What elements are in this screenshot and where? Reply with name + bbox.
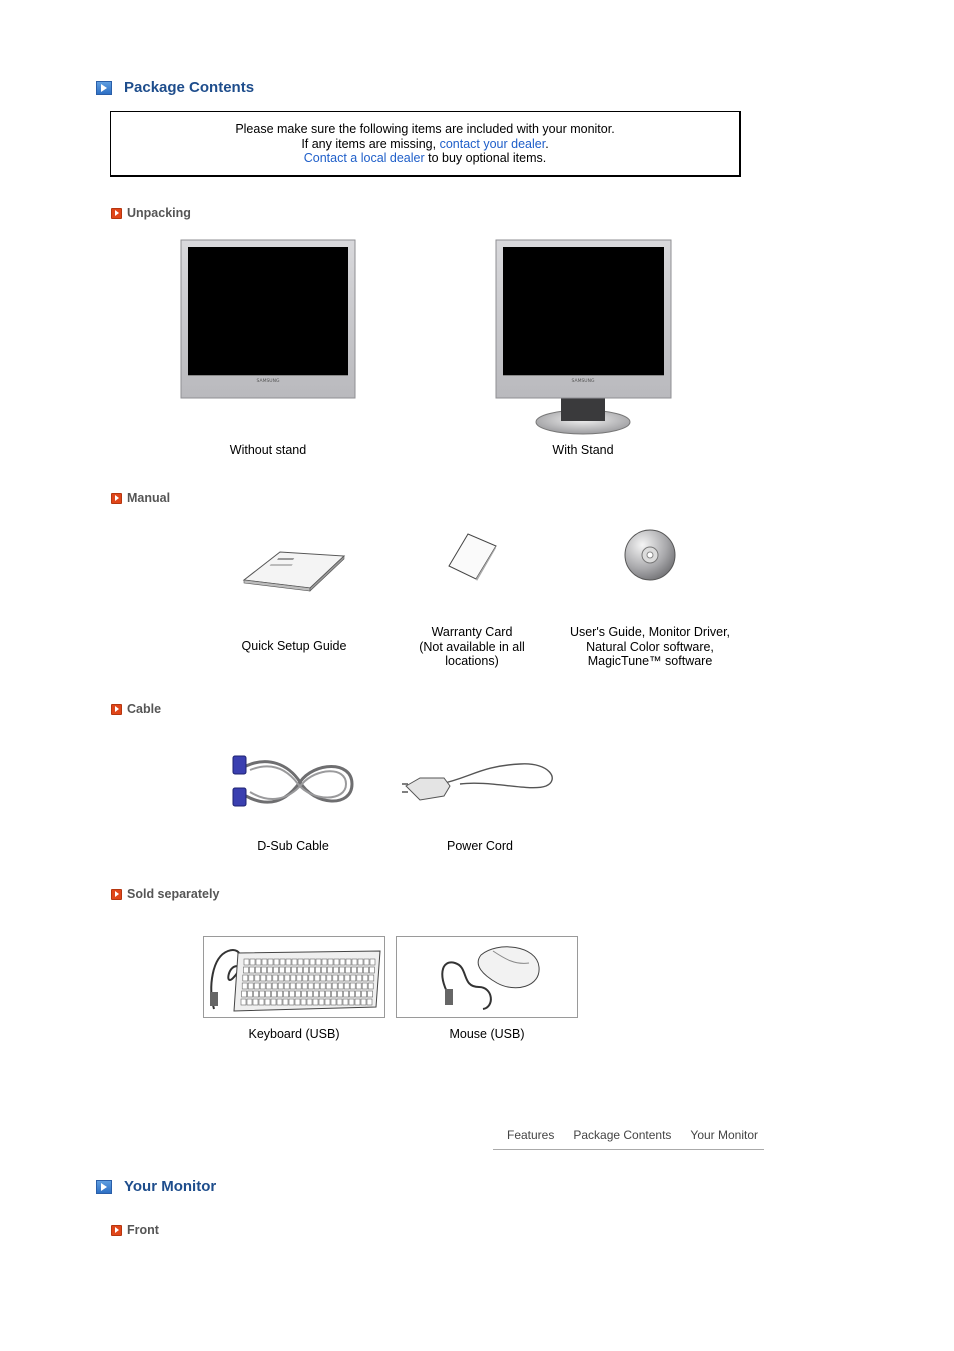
caption-line: User's Guide, Monitor Driver, [569,625,731,639]
keyboard-key [321,967,326,973]
nav-link-package-contents[interactable]: Package Contents [573,1128,672,1142]
keyboard-key [357,967,362,973]
keyboard-key [277,999,282,1005]
arrow-right-icon [96,81,112,95]
keyboard-key [333,975,338,981]
subheading-sold-separately [111,887,219,901]
brand-label: SAMSUNG [571,379,595,384]
keyboard-key [308,991,313,997]
keyboard-key [292,959,297,965]
keyboard-key [315,975,320,981]
keyboard-key [298,959,303,965]
section-title: Package Contents [124,79,255,96]
keyboard-key [344,983,349,989]
keyboard-key [254,983,259,989]
keyboard-key [363,975,368,981]
keyboard-key [242,991,247,997]
quick-setup-guide-image [240,548,348,592]
keyboard-key [242,983,247,989]
keyboard-key [289,999,294,1005]
keyboard-key [309,967,314,973]
caption-cd [556,625,744,669]
keyboard-key [278,983,283,989]
keyboard-key [268,959,273,965]
keyboard-key [315,967,320,973]
monitor-without-stand-image [180,239,356,400]
subheading-label: Unpacking [127,206,191,220]
notice-line-3 [111,151,739,166]
keyboard-key [241,999,246,1005]
keyboard-key [358,959,363,965]
notice-line-1: Please make sure the following items are included with your monitor. [235,122,615,136]
keyboard-key [349,999,354,1005]
keyboard-key [356,991,361,997]
caption-quick-setup-guide: Quick Setup Guide [241,639,347,653]
keyboard-image [204,937,384,1017]
keyboard-key [332,991,337,997]
keyboard-key [255,975,260,981]
keyboard-key [296,991,301,997]
keyboard-key [355,999,360,1005]
section-title: Your Monitor [124,1178,217,1195]
keyboard-key [327,967,332,973]
keyboard-key [259,999,264,1005]
subheading-label: Manual [127,491,171,505]
keyboard-key [265,999,270,1005]
keyboard-key [303,967,308,973]
keyboard-key [280,959,285,965]
keyboard-key [319,999,324,1005]
keyboard-key [369,975,374,981]
keyboard-key [352,959,357,965]
keyboard-key [297,967,302,973]
caption-power-cord: Power Cord [447,839,513,853]
subheading-cable [111,702,161,716]
keyboard-key [340,959,345,965]
keyboard-key [356,983,361,989]
keyboard-key [339,975,344,981]
keyboard-key [272,983,277,989]
caption-mouse: Mouse (USB) [449,1027,525,1041]
keyboard-key [283,999,288,1005]
keyboard-key [284,983,289,989]
keyboard-key [368,983,373,989]
keyboard-key [244,959,249,965]
keyboard-key [333,967,338,973]
keyboard-key [267,967,272,973]
arrow-right-icon [111,889,122,900]
keyboard-key [320,991,325,997]
notice-box [110,111,741,177]
keyboard-key [362,983,367,989]
notice-text: to buy optional items. [424,151,547,165]
keyboard-key [310,959,315,965]
keyboard-key [350,991,355,997]
keyboard-key [248,983,253,989]
keyboard-key [290,991,295,997]
nav-link-features[interactable]: Features [507,1128,555,1142]
caption-line: locations) [445,654,499,668]
keyboard-key [338,991,343,997]
keyboard-key [284,991,289,997]
keyboard-key [267,975,272,981]
keyboard-key [279,967,284,973]
arrow-right-icon [111,493,122,504]
keyboard-key [247,999,252,1005]
keyboard-key [256,959,261,965]
notice-text: If any items are missing, [301,136,440,151]
keyboard-key [290,983,295,989]
keyboard-key [314,991,319,997]
subheading-label: Front [127,1223,159,1237]
power-cord-image [400,760,558,806]
keyboard-key [266,991,271,997]
caption-line: MagicTune™ software [587,654,713,668]
keyboard-key [367,999,372,1005]
notice-line-2 [111,137,739,152]
caption-line: (Not available in all [419,639,525,654]
keyboard-key [364,959,369,965]
keyboard-key [307,999,312,1005]
keyboard-key [271,999,276,1005]
keyboard-key [326,983,331,989]
keyboard-key [279,975,284,981]
arrow-right-icon [111,1225,122,1236]
keyboard-key [321,975,326,981]
brand-label: SAMSUNG [256,379,280,384]
keyboard-key [325,999,330,1005]
keyboard-key [339,967,344,973]
keyboard-key [345,975,350,981]
keyboard-key [249,975,254,981]
notice-text: . [545,136,549,151]
caption-with-stand: With Stand [552,443,614,457]
keyboard-image-frame [203,936,385,1018]
section-heading-your-monitor [96,1178,216,1195]
keyboard-key [337,999,342,1005]
keyboard-key [343,999,348,1005]
keyboard-key [351,967,356,973]
keyboard-key [350,983,355,989]
keyboard-key [297,975,302,981]
keyboard-key [278,991,283,997]
keyboard-key [357,975,362,981]
caption-keyboard: Keyboard (USB) [248,1027,340,1041]
arrow-right-icon [111,704,122,715]
dsub-cable-image [228,752,358,814]
keyboard-key [309,975,314,981]
keyboard-key [260,983,265,989]
subheading-label: Cable [127,702,162,716]
footer-nav [493,1128,764,1150]
keyboard-key [261,967,266,973]
keyboard-key [368,991,373,997]
keyboard-key [253,999,258,1005]
warranty-card-image [446,532,498,582]
keyboard-key [338,983,343,989]
keyboard-key [303,975,308,981]
caption-without-stand: Without stand [229,443,307,457]
keyboard-key [322,959,327,965]
subheading-front [111,1223,159,1237]
keyboard-key [363,967,368,973]
keyboard-key [362,991,367,997]
keyboard-key [328,959,333,965]
keyboard-key [302,991,307,997]
keyboard-key [302,983,307,989]
keyboard-key [327,975,332,981]
arrow-right-icon [111,208,122,219]
keyboard-key [344,991,349,997]
keyboard-key [351,975,356,981]
keyboard-key [370,959,375,965]
keyboard-key [313,999,318,1005]
keyboard-key [291,975,296,981]
arrow-right-icon [96,1180,112,1194]
keyboard-key [361,999,366,1005]
keyboard-key [272,991,277,997]
keyboard-key [296,983,301,989]
keyboard-key [273,967,278,973]
keyboard-key [248,991,253,997]
keyboard-key [261,975,266,981]
caption-dsub-cable: D-Sub Cable [257,839,329,853]
keyboard-key [249,967,254,973]
keyboard-key [262,959,267,965]
keyboard-key [346,959,351,965]
keyboard-key [345,967,350,973]
contact-dealer-link[interactable]: contact your dealer [439,136,546,151]
keyboard-key [308,983,313,989]
keyboard-key [243,967,248,973]
keyboard-key [295,999,300,1005]
subheading-unpacking [111,206,191,220]
mouse-image-frame [396,936,578,1018]
keyboard-key [331,999,336,1005]
keyboard-key [243,975,248,981]
caption-line: Natural Color software, [586,639,714,654]
keyboard-key [332,983,337,989]
keyboard-key [266,983,271,989]
caption-warranty-card [392,625,552,669]
keyboard-key [334,959,339,965]
keyboard-key [274,959,279,965]
keyboard-key [369,967,374,973]
keyboard-key [301,999,306,1005]
keyboard-key [314,983,319,989]
nav-link-your-monitor[interactable]: Your Monitor [690,1128,759,1142]
keyboard-key [285,975,290,981]
keyboard-key [273,975,278,981]
keyboard-key [285,967,290,973]
subheading-label: Sold separately [127,887,220,901]
keyboard-key [255,967,260,973]
monitor-with-stand-image [495,239,672,436]
section-heading-package-contents [96,79,254,96]
keyboard-key [320,983,325,989]
keyboard-key [260,991,265,997]
keyboard-key [304,959,309,965]
keyboard-key [286,959,291,965]
keyboard-key [250,959,255,965]
keyboard-key [326,991,331,997]
keyboard-key [316,959,321,965]
mouse-image [397,937,577,1017]
cd-disc-image [624,529,676,581]
contact-local-dealer-link[interactable]: Contact a local dealer [303,151,425,165]
keyboard-key [291,967,296,973]
caption-line: Warranty Card [431,625,513,639]
keyboard-key [254,991,259,997]
subheading-manual [111,491,170,505]
